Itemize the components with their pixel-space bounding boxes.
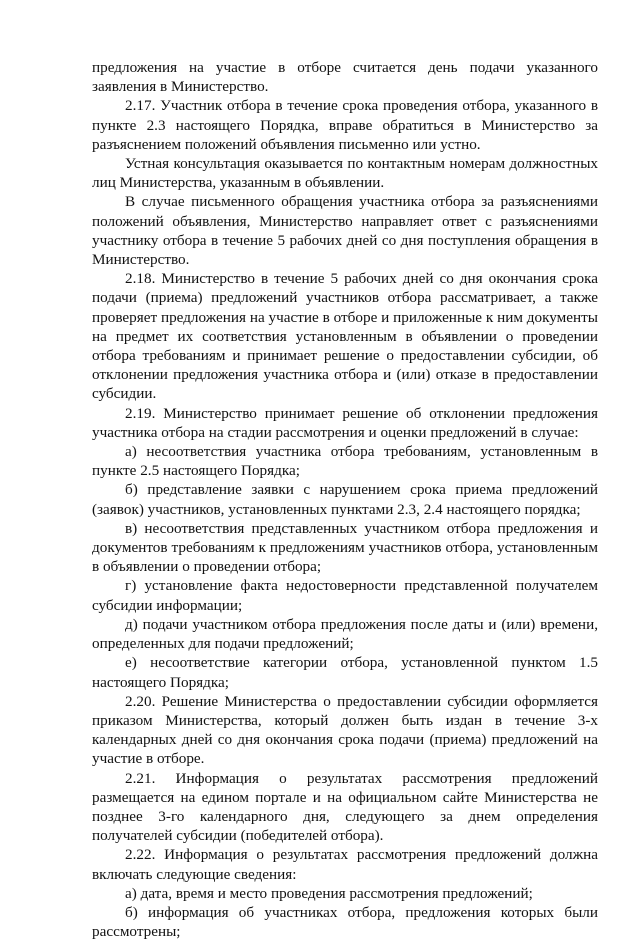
paragraph-2-20: 2.20. Решение Министерства о предоставлении субсидии оформляется приказом Министерства, который должен быть издан в течение 3-х календарных дней со дня окончания срока подачи (приема) предложений на участие в отборе.: [92, 692, 598, 768]
list-item-b: б) представление заявки с нарушением срока приема предложений (заявок) участников, установленных пунктами 2.3, 2.4 настоящего порядка;: [92, 481, 598, 518]
list-item-g: г) установление факта недостоверности представленной получателем субсидии информации;: [92, 577, 598, 614]
document-page: [92, 58, 598, 941]
paragraph-2-17: 2.17. Участник отбора в течение срока проведения отбора, указанного в пункте 2.3 настоящего Порядка, вправе обратиться в Министерство за разъяснением положений объявления письменно или устно.: [92, 97, 598, 153]
paragraph-oral-consultation: Устная консультация оказывается по контактным номерам должностных лиц Министерства, указанным в объявлении.: [92, 155, 598, 192]
paragraph-2-19: 2.19. Министерство принимает решение об отклонении предложения участника отбора на стадии рассмотрения и оценки предложений в случае:: [92, 404, 598, 441]
paragraph-2-18: 2.18. Министерство в течение 5 рабочих дней со дня окончания срока подачи (приема) предложений участников отбора рассматривает, а также проверяет предложения на участие в отборе и приложенные к ним документы на предмет их соответствия установленным в объявлении о проведении отбора требованиям и принимает решение о предоставлении субсидии, об отклонении предложения участника отбора и (или) отказе в предоставлении субсидии.: [92, 270, 598, 403]
paragraph-written-request: В случае письменного обращения участника отбора за разъяснениями положений объявления, Министерство направляет ответ с разъяснениями участнику отбора в течение 5 рабочих дней со дня поступления обращения в Министерство.: [92, 193, 598, 269]
list-item-b-2: б) информация об участниках отбора, предложения которых были рассмотрены;: [92, 903, 598, 941]
list-item-e: е) несоответствие категории отбора, установленной пунктом 1.5 настоящего Порядка;: [92, 654, 598, 691]
list-item-a: а) несоответствия участника отбора требованиям, установленным в пункте 2.5 настоящего Порядка;: [92, 443, 598, 480]
list-item-a-2: а) дата, время и место проведения рассмотрения предложений;: [125, 884, 533, 902]
paragraph-2-21: 2.21. Информация о результатах рассмотрения предложений размещается на едином портале и на официальном сайте Министерства не позднее 3-го календарного дня, следующего за днем определения получателей субсидии (победителей отбора).: [92, 769, 598, 845]
list-item-d: д) подачи участником отбора предложения после даты и (или) времени, определенных для подачи предложений;: [92, 615, 598, 653]
paragraph-2-22: 2.22. Информация о результатах рассмотрения предложений должна включать следующие сведения:: [92, 846, 598, 883]
list-item-v: в) несоответствия представленных участником отбора предложения и документов требованиям к предложениям участников отбора, установленным в объявлении о проведении отбора;: [92, 519, 598, 576]
paragraph-continuation: предложения на участие в отборе считается день подачи указанного заявления в Министерство.: [92, 59, 598, 96]
